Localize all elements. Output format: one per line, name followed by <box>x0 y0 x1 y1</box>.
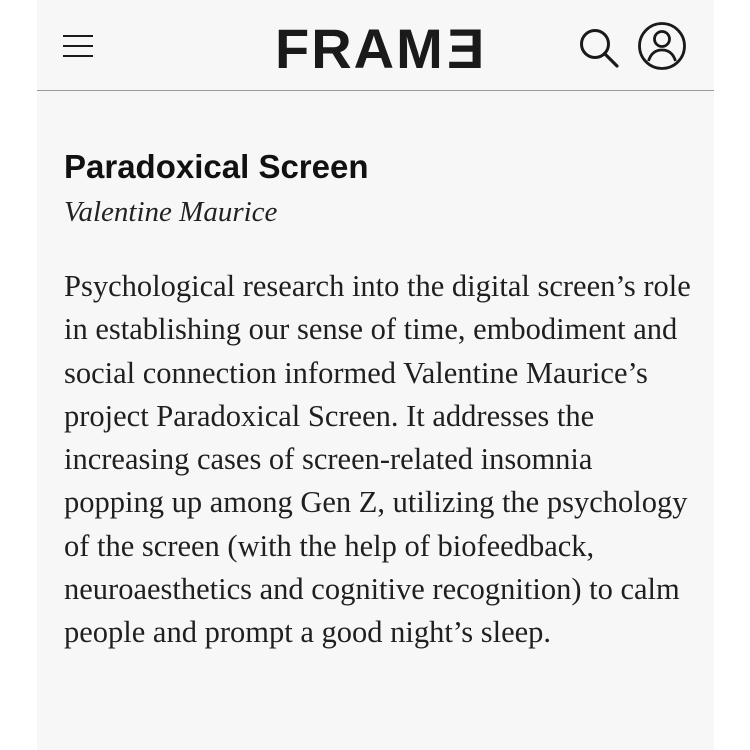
frame-logo[interactable] <box>275 19 484 79</box>
hamburger-menu-icon[interactable] <box>63 33 93 59</box>
article-body: Psychological research into the digital screen’s role in establishing our sense of time, embodiment and social connection informed Valentine Maurice’s project Paradoxical Screen. It addresses the increasing cases of screen-related insomnia popping up among Gen Z, utilizing the psychology of the screen (with the help of biofeedback, neuroaesthetics and cognitive recognition) to calm people and prompt a good night’s sleep. <box>64 269 691 650</box>
article-title: Paradoxical Screen <box>64 148 369 185</box>
logo-reversed-letter: E <box>444 17 485 80</box>
user-account-icon[interactable] <box>637 20 687 72</box>
logo-text: FRAM <box>275 17 445 80</box>
site-header <box>37 0 714 91</box>
article-page <box>37 0 714 750</box>
search-icon[interactable] <box>577 26 621 70</box>
article-author: Valentine Maurice <box>64 196 278 228</box>
